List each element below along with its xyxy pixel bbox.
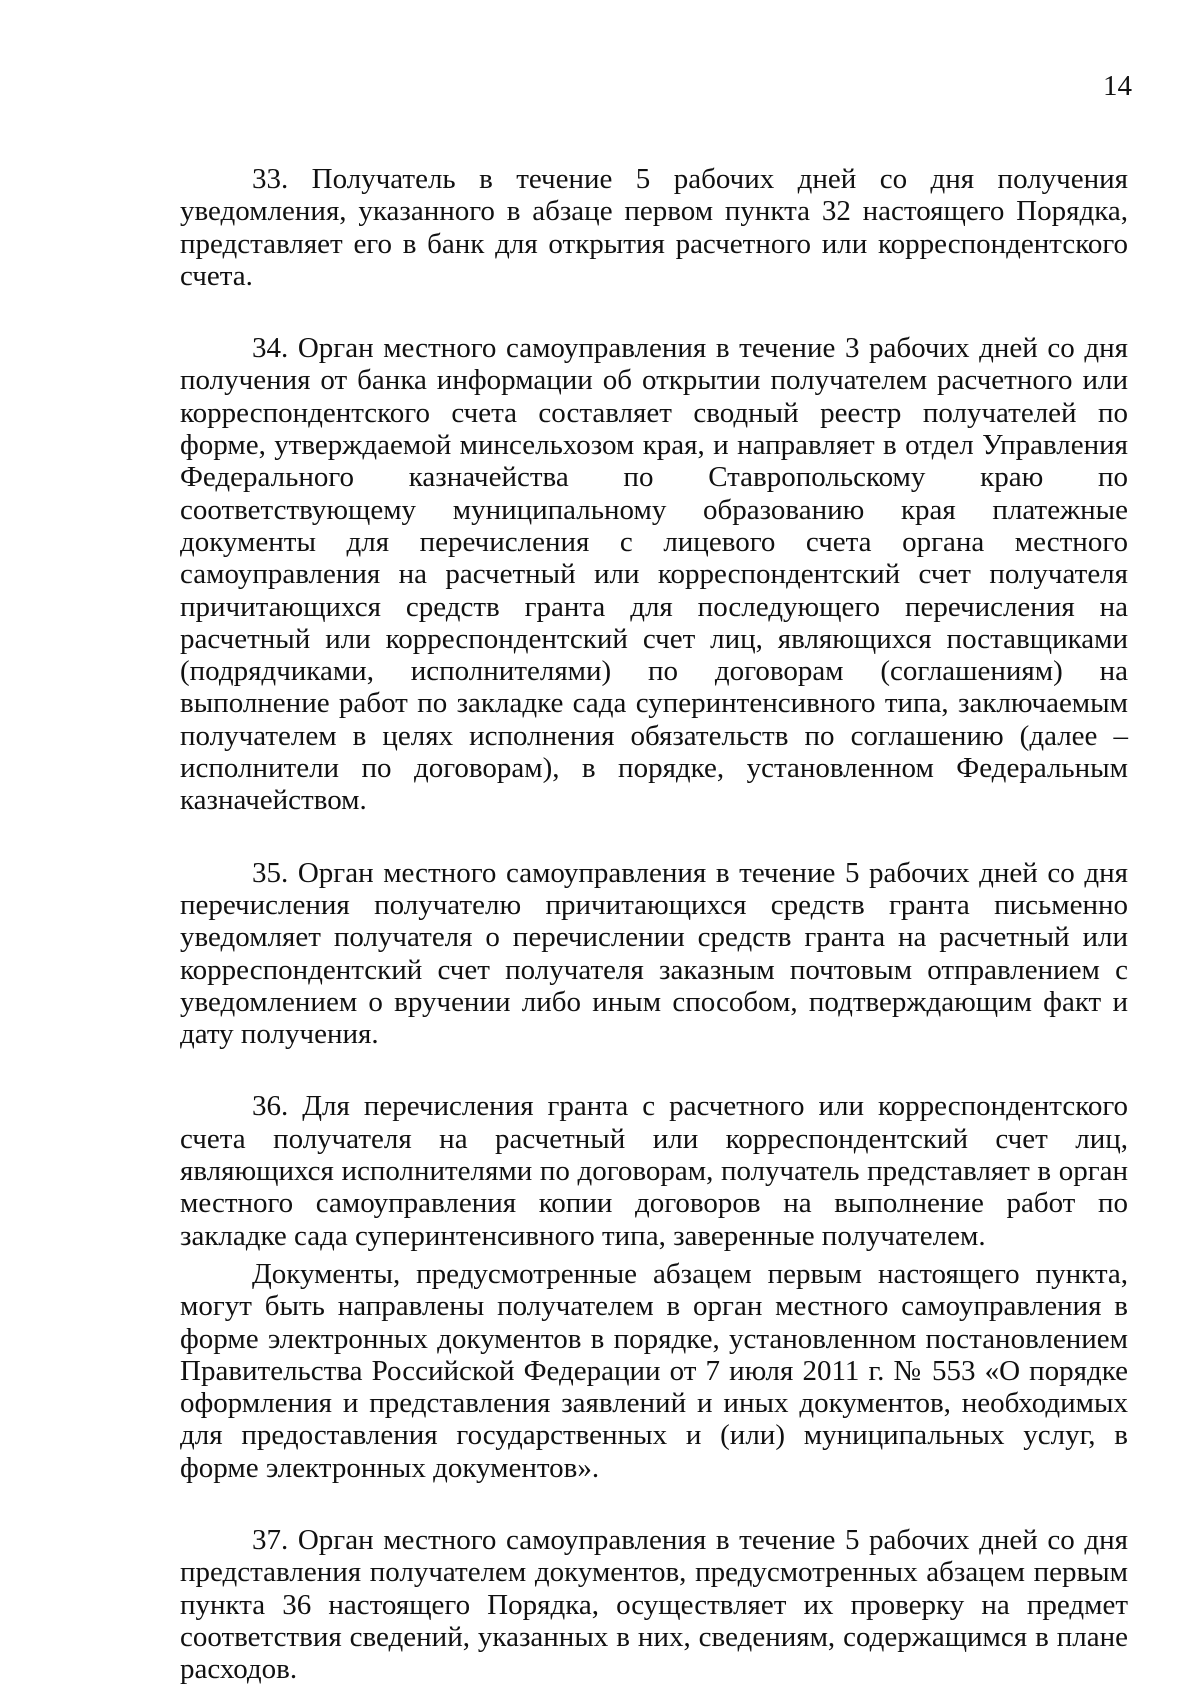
paragraph-37: 37. Орган местного самоуправления в течение 5 рабочих дней со дня представления получателем документов, предусмотренных абзацем первым пункта 36 настоящего Порядка, осуществляет их проверку на предмет соответствия сведений, указанных в них, сведениям, содержащимся в плане расходов. <box>180 1523 1128 1685</box>
paragraph-34: 34. Орган местного самоуправления в течение 3 рабочих дней со дня получения от банка информации об открытии получателем расчетного или корреспондентского счета составляет сводный реестр получателей по форме, утверждаемой минсельхозом края, и направляет в отдел Управления Федерального казначейства по Ставропольскому краю по соответствующему муниципальному образованию края платежные документы для перечисления с лицевого счета органа местного самоуправления на расчетный или корреспондентский счет получателя причитающихся средств гранта для последующего перечисления на расчетный или корреспондентский счет лиц, являющихся поставщиками (подрядчиками, исполнителями) по договорам (соглашениям) на выполнение работ по закладке сада суперинтенсивного типа, заключаемым получателем в целях исполнения обязательств по соглашению (далее – исполнители по договорам), в порядке, установленном Федеральным казначейством. <box>180 332 1128 817</box>
paragraph-33: 33. Получатель в течение 5 рабочих дней со дня получения уведомления, указанного в абзаце первом пункта 32 настоящего Порядка, представляет его в банк для открытия расчетного или корреспондентского счета. <box>180 163 1128 292</box>
document-body <box>180 163 1128 1685</box>
paragraph-36: 36. Для перечисления гранта с расчетного или корреспондентского счета получателя на расчетный или корреспондентский счет лиц, являющихся исполнителями по договорам, получатель представляет в орган местного самоуправления копии договоров на выполнение работ по закладке сада суперинтенсивного типа, заверенные получателем. <box>180 1090 1128 1252</box>
paragraph-35: 35. Орган местного самоуправления в течение 5 рабочих дней со дня перечисления получателю причитающихся средств гранта письменно уведомляет получателя о перечислении средств гранта на расчетный или корреспондентский счет получателя заказным почтовым отправлением с уведомлением о вручении либо иным способом, подтверждающим факт и дату получения. <box>180 856 1128 1051</box>
page-number: 14 <box>1103 70 1132 102</box>
paragraph-36-documents: Документы, предусмотренные абзацем первым настоящего пункта, могут быть направлены получателем в орган местного самоуправления в форме электронных документов в порядке, установленном постановлением Правительства Российской Федерации от 7 июля 2011 г. № 553 «О порядке оформления и представления заявлений и иных документов, необходимых для предоставления государственных и (или) муниципальных услуг, в форме электронных документов». <box>180 1257 1128 1484</box>
